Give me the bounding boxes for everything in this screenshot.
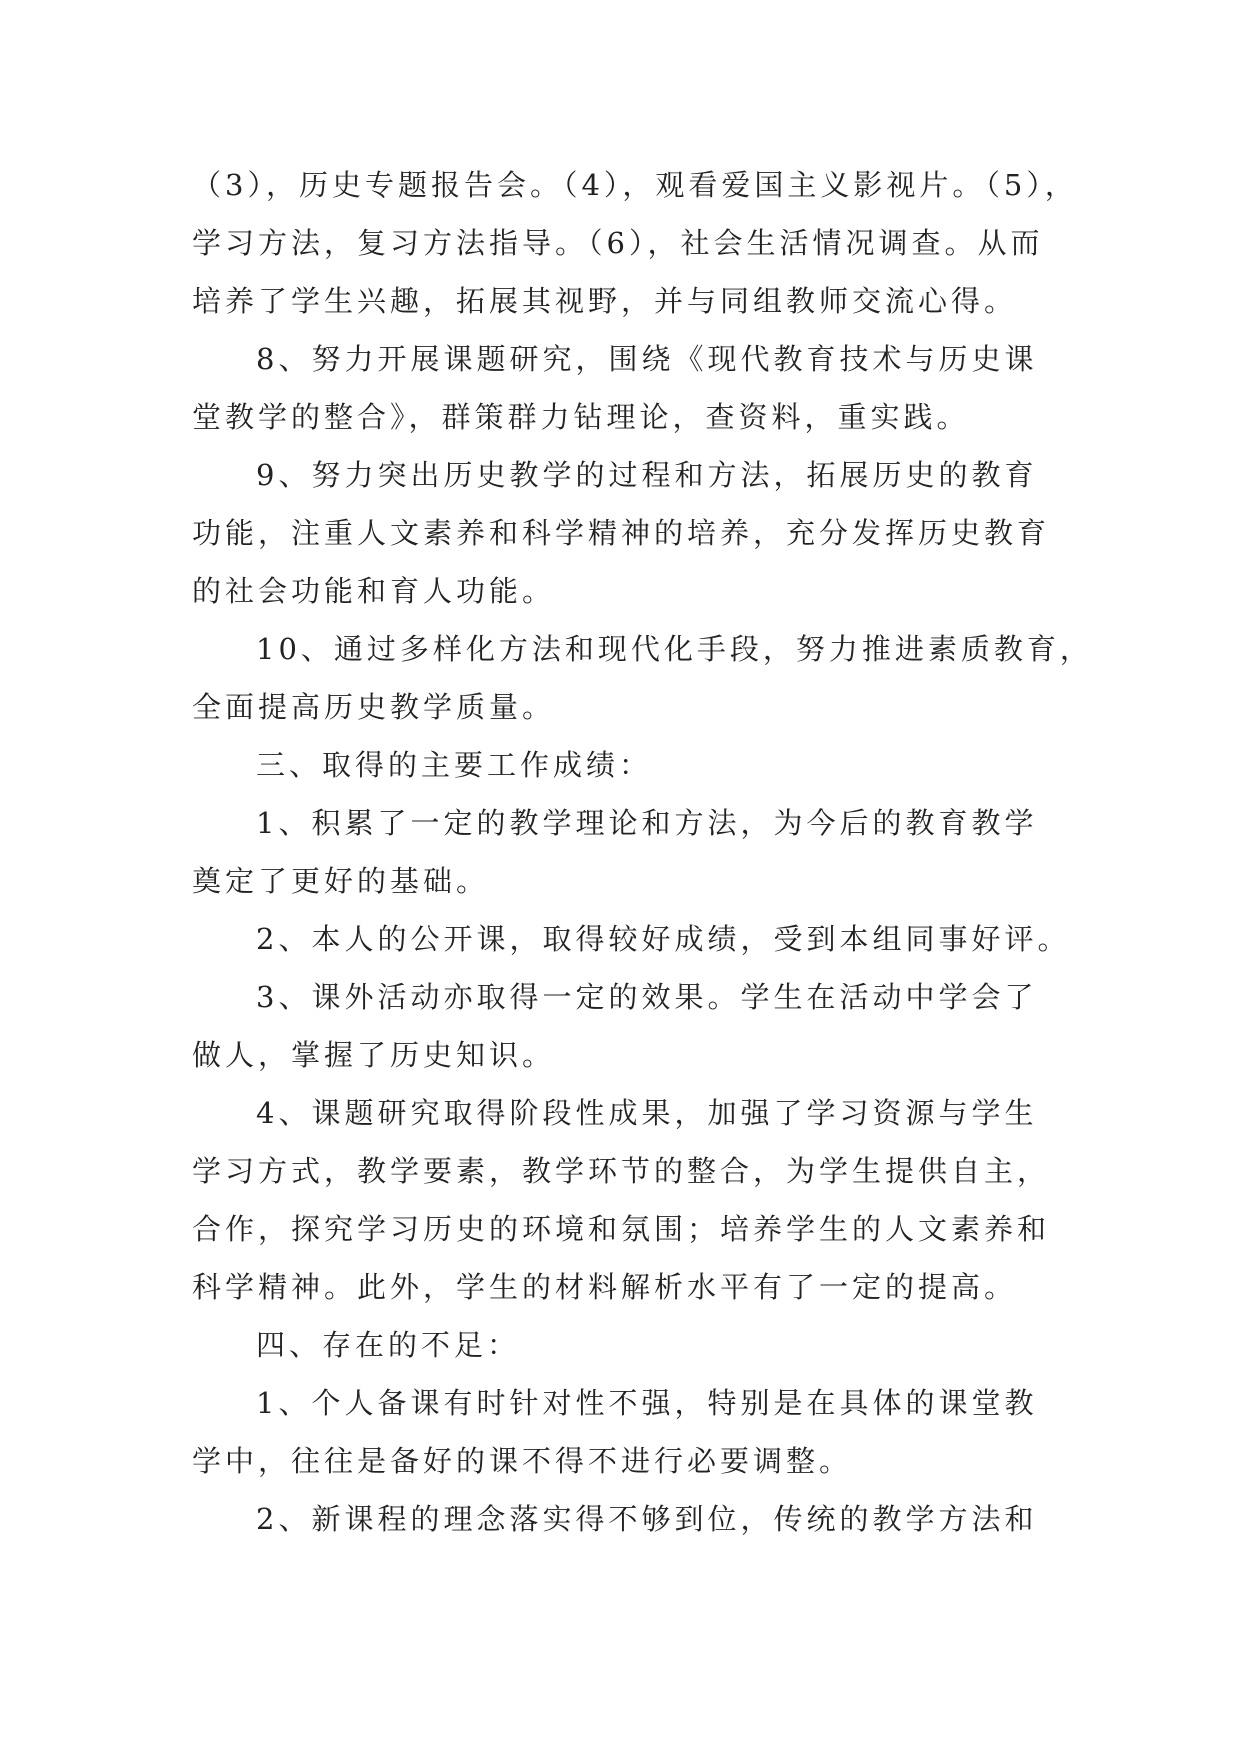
text-line: （3），历史专题报告会。（4），观看爱国主义影视片。（5）， — [192, 168, 1078, 202]
shortcoming-item-1: 1、个人备课有时针对性不强，特别是在具体的课堂教 — [256, 1386, 1038, 1420]
text-line: 科学精神。此外，学生的材料解析水平有了一定的提高。 — [192, 1270, 1018, 1304]
text-line: 合作，探究学习历史的环境和氛围；培养学生的人文素养和 — [192, 1212, 1051, 1246]
text-line: 奠定了更好的基础。 — [192, 864, 490, 898]
shortcoming-item-2: 2、新课程的理念落实得不够到位，传统的教学方法和 — [256, 1502, 1038, 1536]
section-heading-achievements: 三、取得的主要工作成绩： — [256, 748, 653, 782]
achievement-item-1: 1、积累了一定的教学理论和方法，为今后的教育教学 — [256, 806, 1038, 840]
section-heading-shortcomings: 四、存在的不足： — [256, 1328, 521, 1362]
paragraph-start-9: 9、努力突出历史教学的过程和方法，拓展历史的教育 — [256, 458, 1038, 492]
paragraph-start-10: 10、通过多样化方法和现代化手段，努力推进素质教育， — [256, 632, 1093, 666]
text-line: 功能，注重人文素养和科学精神的培养，充分发挥历史教育 — [192, 516, 1051, 550]
paragraph-start-8: 8、努力开展课题研究，围绕《现代教育技术与历史课 — [256, 342, 1038, 376]
achievement-item-2: 2、本人的公开课，取得较好成绩，受到本组同事好评。 — [256, 922, 1071, 956]
text-line: 做人，掌握了历史知识。 — [192, 1038, 556, 1072]
text-line: 堂教学的整合》，群策群力钻理论，查资料，重实践。 — [192, 400, 970, 434]
text-line: 学习方式，教学要素，教学环节的整合，为学生提供自主， — [192, 1154, 1051, 1188]
text-line: 的社会功能和育人功能。 — [192, 574, 556, 608]
achievement-item-4: 4、课题研究取得阶段性成果，加强了学习资源与学生 — [256, 1096, 1038, 1130]
text-line: 学中，往往是备好的课不得不进行必要调整。 — [192, 1444, 853, 1478]
text-line: 全面提高历史教学质量。 — [192, 690, 556, 724]
text-line: 学习方法，复习方法指导。（6），社会生活情况调查。从而 — [192, 226, 1044, 260]
text-line: 培养了学生兴趣，拓展其视野，并与同组教师交流心得。 — [192, 284, 1018, 318]
achievement-item-3: 3、课外活动亦取得一定的效果。学生在活动中学会了 — [256, 980, 1038, 1014]
document-page — [192, 156, 1093, 1548]
